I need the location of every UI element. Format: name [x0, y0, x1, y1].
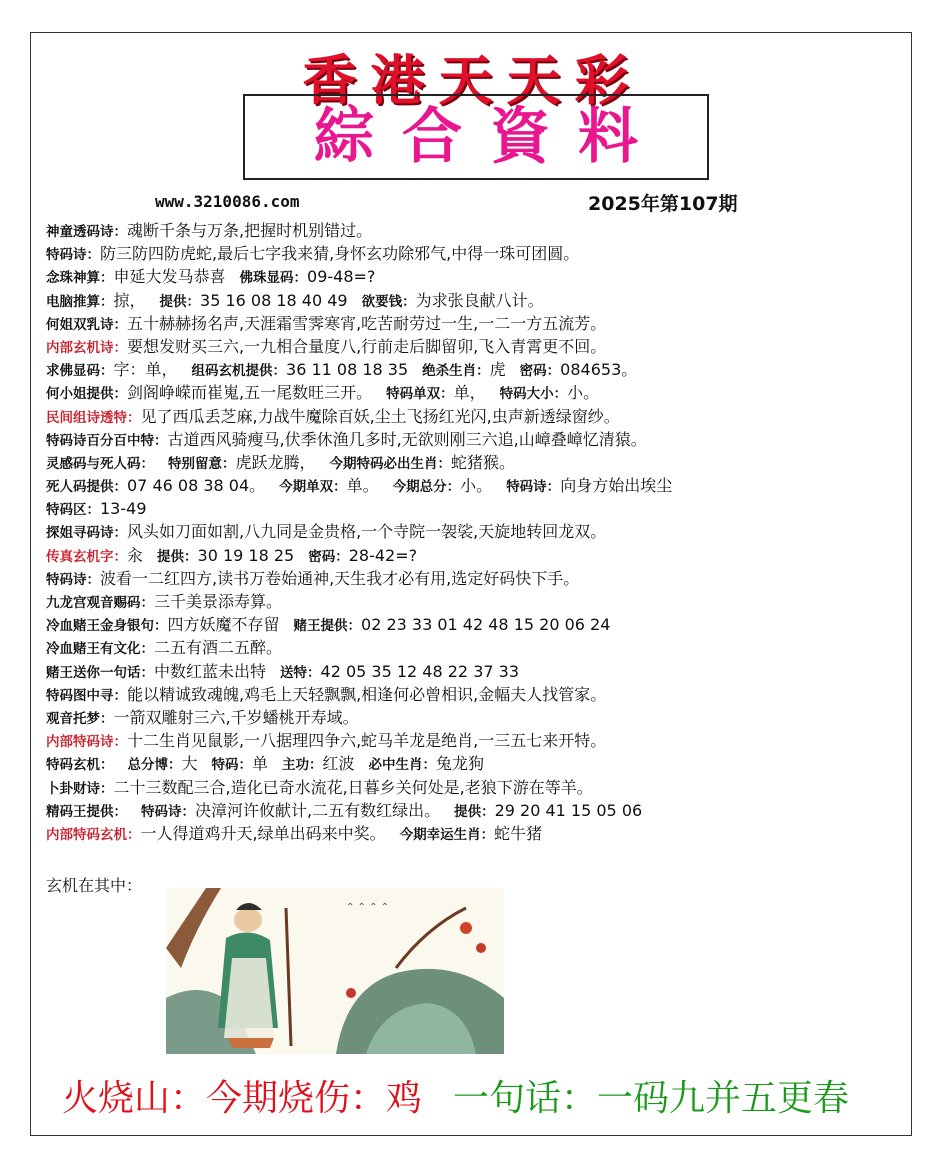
line-value: 30 19 18 25	[197, 545, 295, 565]
line-value: 单。	[346, 476, 379, 496]
line-value: 二五有酒二五醉。	[154, 638, 283, 658]
line-label: 神童透码诗：	[46, 224, 127, 240]
line-value: 要想发财买三六,一九相合量度八,行前走后脚留卯,飞入青霄更不回。	[127, 336, 607, 356]
line-value: 风头如刀面如割,八九同是金贵格,一个寺院一袈裟,天旋地转回龙双。	[127, 522, 607, 542]
info-line	[46, 613, 906, 636]
info-line	[46, 706, 906, 729]
info-line	[46, 729, 906, 752]
line-value: 兔龙狗	[436, 754, 485, 774]
line-label: 何姐双乳诗：	[46, 316, 127, 333]
line-value: 28-42=?	[348, 545, 418, 565]
line-value: 一人得道鸡升天,绿单出码来中奖。	[140, 823, 386, 843]
leaf-1	[460, 922, 472, 934]
info-line	[46, 497, 906, 520]
line-label: 民间组诗透特：	[46, 409, 141, 426]
line-label: 念珠神算：	[46, 270, 114, 287]
info-line	[46, 265, 906, 288]
line-label: 特码：	[211, 757, 253, 774]
info-line	[46, 776, 906, 799]
line-value: 为求张良献八计。	[415, 290, 544, 310]
line-value: 单	[252, 754, 269, 774]
info-line	[46, 381, 906, 404]
info-line	[46, 822, 906, 845]
line-value: 掠，	[113, 290, 146, 310]
line-label: 特码区：	[46, 502, 100, 519]
line-value: 大	[181, 754, 198, 774]
line-label: 总分博：	[127, 757, 182, 774]
line-value: 剑阁峥嵘而崔嵬,五一尾数旺三开。	[127, 383, 373, 403]
line-value: 02 23 33 01 42 48 15 20 06 24	[361, 615, 611, 635]
info-line	[46, 289, 906, 312]
info-line	[46, 799, 906, 822]
birds: ⌃ ⌃ ⌃ ⌃	[346, 902, 390, 913]
line-value: 13-49	[100, 499, 147, 519]
line-label: 特码玄机：	[46, 757, 114, 774]
line-value: 三千美景添寿算。	[154, 592, 283, 611]
line-label: 卜卦财诗：	[46, 780, 114, 797]
line-label: 提供：	[454, 803, 495, 820]
line-label: 观音托梦：	[46, 710, 114, 727]
info-line	[46, 219, 906, 242]
line-value: 36 11 08 18 35	[286, 360, 409, 380]
line-value: 084653。	[560, 360, 638, 380]
info-line	[46, 636, 906, 659]
line-value: 虎跃龙腾，	[235, 452, 316, 472]
info-line	[46, 520, 906, 543]
line-value: 29 20 41 15 05 06	[494, 800, 643, 820]
line-label: 冷血赌王有文化：	[46, 641, 154, 658]
line-value: 小。	[567, 383, 600, 403]
line-value: 五十赫赫扬名声,天涯霜雪霁寒宵,吃苦耐劳过一生,一二一方五流芳。	[127, 313, 607, 333]
line-value: 42 05 35 12 48 22 37 33	[320, 661, 519, 681]
info-line	[46, 660, 906, 683]
leaf-2	[476, 943, 486, 953]
line-value: 二十三数配三合,造化已奇水流花,日暮乡关何处是,老狼下游在等羊。	[113, 777, 593, 797]
info-line	[46, 590, 906, 613]
footer-one-sentence: 一句话：一码九并五更春	[453, 1078, 850, 1119]
line-label: 死人码提供：	[46, 479, 127, 496]
line-value: 字：单，	[113, 360, 178, 380]
info-lines	[46, 219, 906, 845]
line-label: 绝杀生肖：	[422, 363, 490, 380]
line-value: 十二生肖见鼠影,一八据理四争六,蛇马羊龙是绝肖,一三五七来开特。	[127, 731, 607, 751]
line-value: 35 16 08 18 40 49	[200, 290, 348, 310]
info-line	[46, 474, 906, 497]
line-label: 送特：	[280, 664, 321, 681]
subtitle-box	[243, 94, 709, 180]
line-value: 中数红蓝未出特	[154, 661, 267, 681]
line-label: 九龙宫观音赐码：	[46, 595, 154, 611]
line-label: 探姐寻码诗：	[46, 525, 127, 542]
line-value: 四方妖魔不存留	[167, 615, 280, 635]
line-value: 决漳河许攸献计,二五有数红绿出。	[195, 800, 441, 820]
line-label: 今期幸运生肖：	[399, 826, 495, 843]
issue-number: 2025年第107期	[588, 193, 738, 215]
page-title: 香港天天彩	[302, 48, 643, 112]
line-label: 赌王提供：	[293, 618, 362, 635]
line-value: 小。	[460, 476, 493, 496]
line-value: 蛇牛猪	[494, 823, 543, 843]
info-line	[46, 335, 906, 358]
line-value: 单，	[453, 383, 486, 403]
subtitle: 綜合資料	[314, 102, 666, 172]
website-url[interactable]: www.3210086.com	[155, 192, 300, 211]
info-line	[46, 358, 906, 381]
line-label: 密码：	[308, 548, 349, 565]
info-line	[46, 242, 906, 265]
footer-fire-mountain: 火烧山：今期烧伤：鸡	[62, 1078, 423, 1119]
line-label: 冷血赌王金身银句：	[46, 618, 168, 635]
line-label: 今期特码必出生肖：	[329, 455, 452, 472]
line-value: 一箭双雕射三六,千岁蟠桃开寿域。	[113, 707, 359, 727]
line-label: 求佛显码：	[46, 363, 114, 380]
line-value: 红波	[322, 754, 355, 774]
line-label: 组码玄机提供：	[191, 363, 287, 380]
line-value: 申延大发马恭喜	[113, 267, 226, 287]
line-label: 特码单双：	[386, 386, 454, 403]
line-label: 特码诗：	[46, 247, 100, 264]
line-value: 能以精诚致魂魄,鸡毛上天轻飘飘,相逢何必曾相识,金幅夫人找管家。	[127, 684, 607, 704]
info-line	[46, 752, 906, 775]
line-label: 今期总分：	[392, 479, 461, 496]
line-label: 特码诗：	[46, 571, 100, 588]
line-value: 汆	[127, 545, 144, 565]
line-label: 灵感码与死人码：	[46, 455, 154, 472]
line-value: 虎	[489, 360, 506, 380]
info-line	[46, 312, 906, 335]
leaf-3	[346, 988, 356, 998]
line-label: 特码诗：	[141, 803, 195, 820]
line-label: 内部特码玄机：	[46, 826, 141, 843]
line-value: 魂断千条与万条,把握时机别错过。	[127, 221, 373, 240]
line-label: 欲要钱：	[361, 293, 416, 310]
line-label: 主功：	[282, 757, 323, 774]
line-label: 特码诗：	[506, 479, 561, 496]
line-label: 精码王提供：	[46, 803, 127, 820]
line-label: 密码：	[519, 363, 561, 380]
line-value: 防三防四防虎蛇,最后七字我来猜,身怀玄功除邪气,中得一珠可团圆。	[100, 244, 580, 264]
line-value: 波看一二红四方,读书万卷始通神,天生我才必有用,选定好码快下手。	[100, 568, 580, 588]
line-label: 赌王送你一句话：	[46, 664, 154, 681]
line-label: 内部特码诗：	[46, 734, 127, 751]
info-line	[46, 405, 906, 428]
info-line	[46, 683, 906, 706]
line-label: 特别留意：	[168, 455, 236, 472]
line-label: 特码大小：	[499, 386, 568, 403]
line-label: 提供：	[157, 548, 198, 565]
line-label: 特码图中寻：	[46, 687, 127, 704]
line-label: 何小姐提供：	[46, 386, 127, 403]
info-line	[46, 451, 906, 474]
line-label: 必中生肖：	[368, 757, 437, 774]
info-line	[46, 544, 906, 567]
info-line	[46, 567, 906, 590]
line-label: 提供：	[159, 293, 201, 310]
line-label: 佛珠显码：	[239, 270, 308, 287]
line-value: 古道西风骑瘦马,伏季休渔几多时,无欲则刚三六追,山嶂叠嶂忆清猿。	[167, 429, 647, 449]
xuanji-label: 玄机在其中：	[46, 876, 143, 895]
line-label: 特码诗百分百中特：	[46, 432, 168, 449]
line-value: 向身方始出埃尘	[560, 476, 673, 496]
info-line	[46, 428, 906, 451]
line-label: 内部玄机诗：	[46, 339, 127, 356]
illustration-image	[166, 888, 504, 1054]
line-value: 07 46 08 38 04。	[127, 476, 266, 496]
line-value: 见了西瓜丢芝麻,力战牛魔除百妖,尘土飞扬红光闪,虫声新透绿窗纱。	[140, 406, 620, 426]
line-label: 传真玄机字：	[46, 548, 127, 565]
line-label: 今期单双：	[279, 479, 347, 496]
line-value: 蛇猪猴。	[451, 452, 516, 472]
line-value: 09-48=?	[307, 267, 376, 287]
line-label: 电脑推算：	[46, 293, 114, 310]
